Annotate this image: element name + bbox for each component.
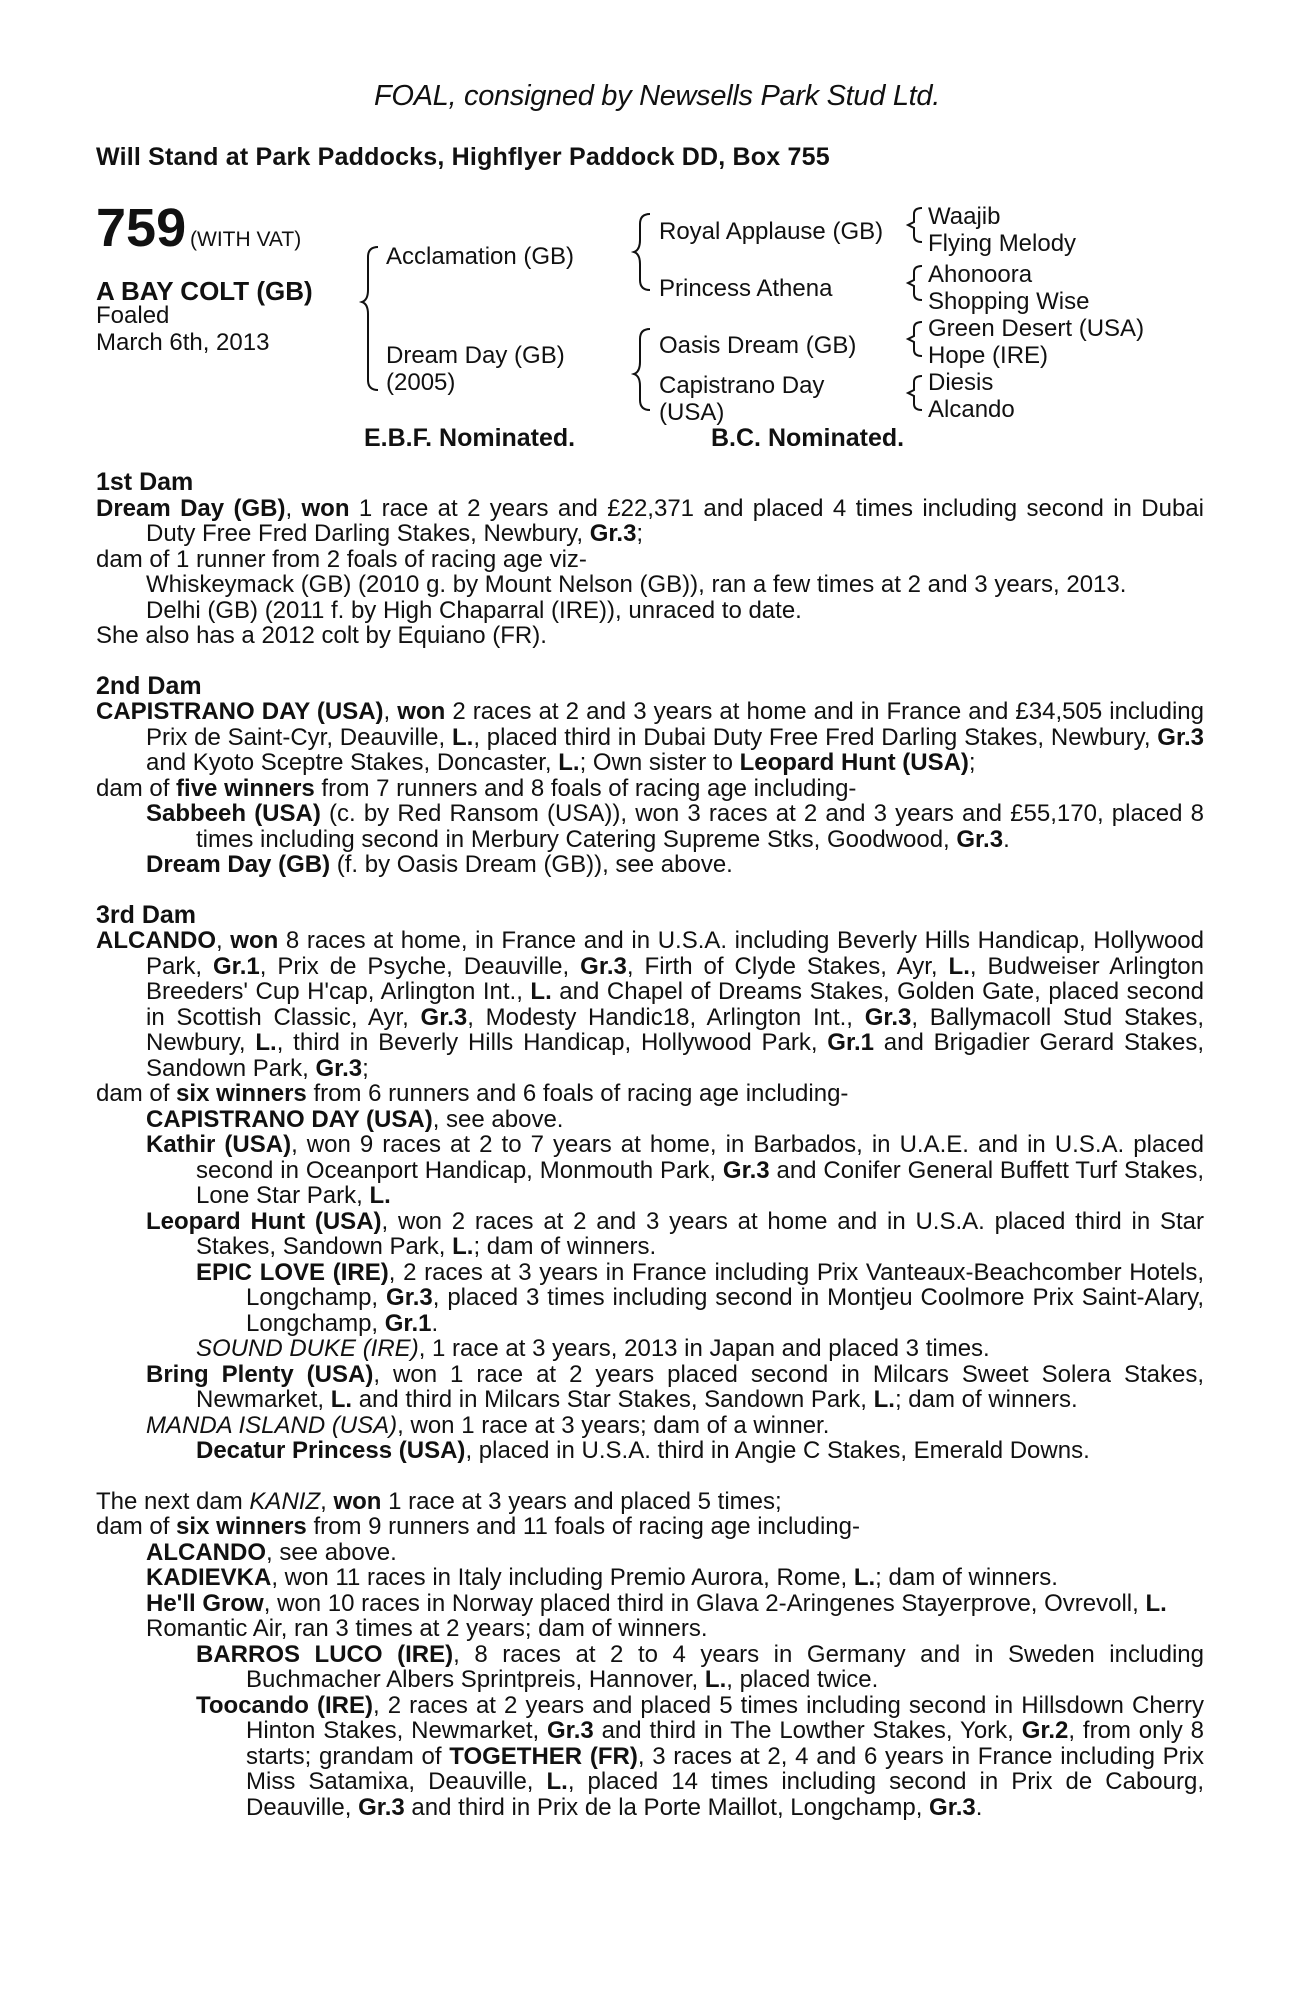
dam-line1: Dream Day (GB) [386, 342, 565, 369]
entry-whiskeymack: Whiskeymack (GB) (2010 g. by Mount Nelson (GB)), ran a few times at 2 and 3 years, 2013. [146, 571, 1127, 598]
entry-hell-grow: He'll Grow, won 10 races in Norway placed third in Glava 2-Aringenes Stayerprove, Ovrevoll, L. [146, 1589, 1167, 1617]
entry-dream-day: Dream Day (GB), won 1 race at 2 years and £22,371 and placed 4 times including second in Dubai Duty Free Fred Darling Stakes, Newbury, Gr.3; [96, 494, 1204, 547]
vat-note: (WITH VAT) [190, 228, 302, 251]
entry-sound-duke: SOUND DUKE (IRE), 1 race at 3 years, 2013 in Japan and placed 3 times. [196, 1335, 990, 1362]
foaled-label: Foaled [96, 302, 170, 329]
entry-kathir: Kathir (USA), won 9 races at 2 to 7 years at home, in Barbados, in U.A.E. and in U.S.A. placed second in Oceanport Handicap, Monmouth Park, Gr.3 and Conifer General Buffett Turf Stakes, Lone Star Park, L. [146, 1131, 1205, 1209]
dam-sire: Oasis Dream (GB) [659, 332, 857, 359]
dam-record-line: dam of 1 runner from 2 foals of racing age viz- [96, 545, 587, 573]
consignment-line: FOAL, consigned by Newsells Park Stud Ltd. [373, 80, 941, 112]
dam-dam-line1: Capistrano Day [659, 372, 825, 399]
entry-decatur-princess: Decatur Princess (USA), placed in U.S.A. third in Angie C Stakes, Emerald Downs. [196, 1437, 1090, 1464]
ebf-nomination: E.B.F. Nominated. [364, 424, 576, 452]
horse-name: A BAY COLT (GB) [96, 276, 313, 306]
dd-dam: Alcando [928, 396, 1015, 423]
sd-sire: Ahonoora [928, 261, 1033, 288]
dam-line2: (2005) [386, 369, 456, 396]
entry-delhi: Delhi (GB) (2011 f. by High Chaparral (IRE)), unraced to date. [146, 596, 802, 624]
entry-manda-island: MANDA ISLAND (USA), won 1 race at 3 years; dam of a winner. [146, 1411, 830, 1439]
sire-sire: Royal Applause (GB) [659, 218, 884, 245]
section-heading-3rd-dam: 3rd Dam [96, 900, 197, 929]
sire: Acclamation (GB) [386, 243, 575, 270]
pedigree-brackets [0, 0, 1314, 460]
ss-sire: Waajib [928, 203, 1001, 230]
entry-sabbeeh: Sabbeeh (USA) (c. by Red Ransom (USA)), won 3 races at 2 and 3 years and £55,170, placed 8 times including second in Merbury Catering Supreme Stks, Goodwood, Gr.3. [146, 800, 1205, 853]
section-heading-2nd-dam: 2nd Dam [96, 671, 202, 700]
catalogue-body [96, 470, 1204, 1820]
ss-dam: Flying Melody [928, 230, 1077, 257]
bc-nomination: B.C. Nominated. [711, 424, 905, 452]
ds-dam: Hope (IRE) [928, 342, 1049, 369]
entry-capistrano-day-2: CAPISTRANO DAY (USA), see above. [146, 1105, 564, 1133]
entry-toocando: Toocando (IRE), 2 races at 2 years and placed 5 times including second in Hillsdown Cherry Hinton Stakes, Newmarket, Gr.3 and third in The Lowther Stakes, York, Gr.2, from only 8 starts; grandam of TOGETHER (FR), 3 races at 2, 4 and 6 years in France including Prix Miss Satamixa, Deauville, L., placed 14 times including second in Prix de Cabourg, Deauville, Gr.3 and third in Prix de la Porte Maillot, Longchamp, Gr.3. [196, 1691, 1204, 1821]
entry-kaniz: The next dam KANIZ, won 1 race at 3 years and placed 5 times; [96, 1487, 782, 1515]
stand-location: Will Stand at Park Paddocks, Highflyer Paddock DD, Box 755 [96, 143, 830, 171]
entry-dream-day-2: Dream Day (GB) (f. by Oasis Dream (GB)), see above. [146, 851, 733, 878]
dam-record-line: dam of six winners from 6 runners and 6 foals of racing age including- [96, 1080, 849, 1107]
entry-capistrano-day: CAPISTRANO DAY (USA), won 2 races at 2 and 3 years at home and in France and £34,505 including Prix de Saint-Cyr, Deauville, L., placed third in Dubai Duty Free Fred Darling Stakes, Newbury, Gr.3 and Kyoto Sceptre Stakes, Doncaster, L.; Own sister to Leopard Hunt (USA); [96, 698, 1204, 776]
entry-alcando: ALCANDO, won 8 races at home, in France and in U.S.A. including Beverly Hills Handicap, Hollywood Park, Gr.1, Prix de Psyche, Deauville, Gr.3, Firth of Clyde Stakes, Ayr, L., Budweiser Arlington Breeders' Cup H'cap, Arlington Int., L. and Chapel of Dreams Stakes, Golden Gate, placed second in Scottish Classic, Ayr, Gr.3, Modesty Handic18, Arlington Int., Gr.3, Ballymacoll Stud Stakes, Newbury, L., third in Beverly Hills Handicap, Hollywood Park, Gr.1 and Brigadier Gerard Stakes, Sandown Park, Gr.3; [96, 927, 1205, 1082]
entry-2012-colt: She also has a 2012 colt by Equiano (FR). [96, 622, 547, 649]
foaled-date: March 6th, 2013 [96, 329, 270, 356]
dam-dam-line2: (USA) [659, 399, 725, 426]
dd-sire: Diesis [928, 369, 994, 396]
sire-dam: Princess Athena [659, 275, 833, 302]
entry-epic-love: EPIC LOVE (IRE), 2 races at 3 years in France including Prix Vanteaux-Beachcomber Hotels, Longchamp, Gr.3, placed 3 times including second in Montjeu Coolmore Prix Saint-Alary, Longchamp, Gr.1. [196, 1258, 1204, 1337]
entry-barros-luco: BARROS LUCO (IRE), 8 races at 2 to 4 years in Germany and in Sweden including Buchmacher Albers Sprintpreis, Hannover, L., placed twice. [196, 1640, 1204, 1693]
section-heading-1st-dam: 1st Dam [96, 468, 194, 496]
dam-record-line: dam of six winners from 9 runners and 11 foals of racing age including- [96, 1513, 860, 1540]
entry-kadievka: KADIEVKA, won 11 races in Italy including Premio Aurora, Rome, L.; dam of winners. [146, 1564, 1058, 1591]
sd-dam: Shopping Wise [928, 288, 1090, 315]
entry-alcando-2: ALCANDO, see above. [146, 1538, 397, 1566]
ds-sire: Green Desert (USA) [928, 315, 1145, 342]
entry-romantic-air: Romantic Air, ran 3 times at 2 years; dam of winners. [146, 1615, 708, 1642]
dam-record-line: dam of five winners from 7 runners and 8 foals of racing age including- [96, 774, 857, 802]
entry-leopard-hunt: Leopard Hunt (USA), won 2 races at 2 and 3 years at home and in U.S.A. placed third in Star Stakes, Sandown Park, L.; dam of winners. [146, 1207, 1204, 1260]
entry-bring-plenty: Bring Plenty (USA), won 1 race at 2 years placed second in Milcars Sweet Solera Stakes, Newmarket, L. and third in Milcars Star Stakes, Sandown Park, L.; dam of winners. [146, 1360, 1204, 1413]
lot-number: 759 [96, 198, 187, 258]
